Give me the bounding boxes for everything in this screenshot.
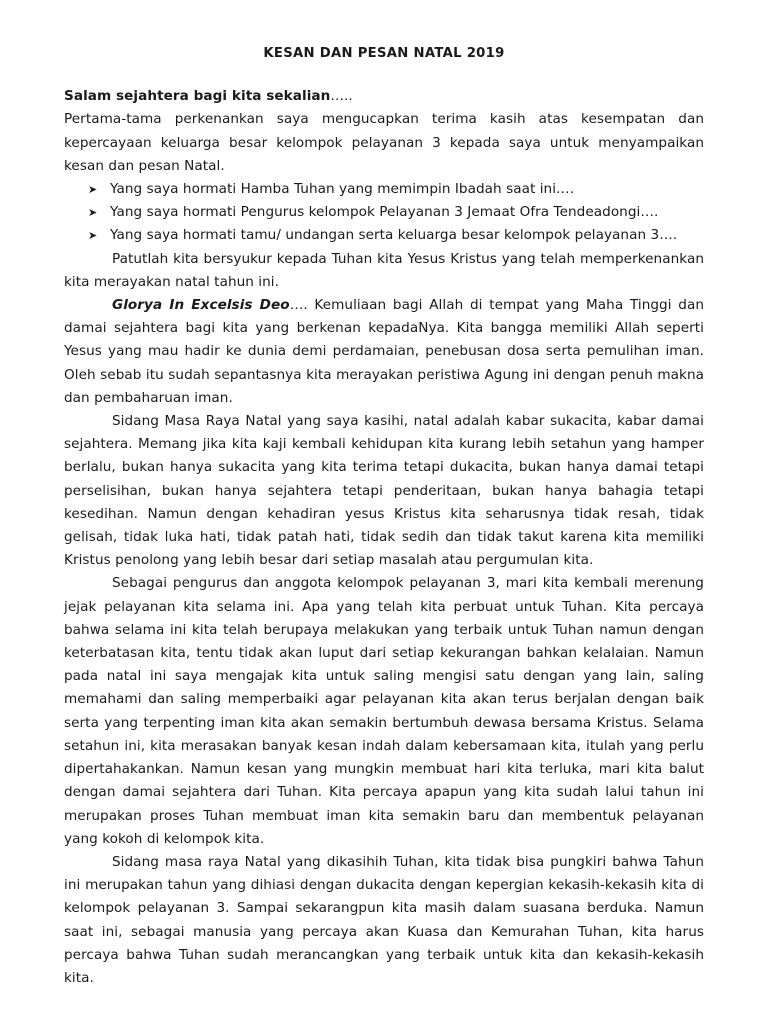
- pengurus-paragraph: Sebagai pengurus dan anggota kelompok pelayanan 3, mari kita kembali merenung jejak pelayanan kita selama ini. Apa yang telah kita perbuat untuk Tuhan. Kita percaya bahwa selama ini kita telah berupaya melakukan yang terbaik untuk Tuhan namun dengan keterbatasan kita, tentu tidak akan luput dari setiap kekurangan bahkan kelalaian. Namun pada natal ini saya mengajak kita untuk saling mengisi satu dengan yang lain, saling memahami dan saling memperbaiki agar pelayanan kita akan terus berjalan dengan baik serta yang terpenting iman kita akan semakin bertumbuh dewasa bersama Kristus. Selama setahun ini, kita merasakan banyak kesan indah dalam kebersamaan kita, itulah yang perlu dipertahakankan. Namun kesan yang mungkin membuat hari kita terluka, mari kita balut dengan damai sejahtera dari Tuhan. Kita percaya apapun yang kita sudah lalui tahun ini merupakan proses Tuhan membuat iman kita semakin baru dan membentuk pelayanan yang kokoh di kelompok kita.: [64, 575, 704, 847]
- list-item: [88, 201, 704, 224]
- glory-phrase: Glorya In Excelsis Deo: [112, 297, 290, 314]
- list-item: [88, 178, 704, 201]
- greeting-line: [64, 85, 704, 108]
- list-item: [88, 224, 704, 247]
- list-item-text: Yang saya hormati Hamba Tuhan yang memimpin Ibadah saat ini….: [110, 181, 575, 198]
- tahun-paragraph: Sidang masa raya Natal yang dikasihih Tuhan, kita tidak bisa pungkiri bahwa Tahun ini merupakan tahun yang dihiasi dengan dukacita dengan kepergian kekasih-kekasih kita di kelompok pelayanan 3. Sampai sekarangpun kita masih dalam suasana berduka. Namun saat ini, sebagai manusia yang percaya akan Kuasa dan Kemurahan Tuhan, kita harus percaya bahwa Tuhan sudah merancangkan yang terbaik untuk kita dan kekasih-kekasih kita.: [64, 853, 704, 986]
- document-page: [64, 36, 704, 990]
- greeting-text: Salam sejahtera bagi kita sekalian: [64, 88, 331, 105]
- arrowhead-bullet-icon: ➤: [88, 206, 98, 220]
- sidang-paragraph: Sidang Masa Raya Natal yang saya kasihi, natal adalah kabar sukacita, kabar damai sejahtera. Memang jika kita kaji kembali kehidupan kita kurang lebih setahun yang hamper berlalu, bukan hanya sukacita yang kita terima tetapi dukacita, bukan hanya damai tetapi perselisihan, bukan hanya sejahtera tetapi penderitaan, bukan hanya bahagia tetapi kesedihan. Namun dengan kehadiran yesus Kristus kita seharusnya tidak resah, tidak gelisah, tidak luka hati, tidak patah hati, tidak sedih dan tidak takut karena kita memiliki Kristus penolong yang lebih besar dari setiap masalah atau pergumulan kita.: [64, 413, 704, 569]
- document-title: KESAN DAN PESAN NATAL 2019: [263, 46, 505, 61]
- list-item-text: Yang saya hormati tamu/ undangan serta keluarga besar kelompok pelayanan 3….: [110, 227, 678, 244]
- glory-body: Kemuliaan bagi Allah di tempat yang Maha Tinggi dan damai sejahtera bagi kita yang berkenan kepadaNya. Kita bangga memiliki Allah seperti Yesus yang mau hadir ke dunia demi perdamaian, penebusan dosa serta pemulihan iman. Oleh sebab itu sudah sepantasnya kita merayakan peristiwa Agung ini dengan penuh makna dan pembaharuan iman.: [64, 297, 704, 406]
- arrowhead-bullet-icon: ➤: [88, 183, 98, 197]
- opening-paragraph: Pertama-tama perkenankan saya mengucapkan terima kasih atas kesempatan dan kepercayaan keluarga besar kelompok pelayanan 3 kepada saya untuk menyampaikan kesan dan pesan Natal.: [64, 111, 704, 174]
- glory-paragraph: [64, 294, 704, 410]
- thanks-paragraph: Patutlah kita bersyukur kepada Tuhan kita Yesus Kristus yang telah memperkenankan kita merayakan natal tahun ini.: [64, 250, 704, 290]
- list-item-text: Yang saya hormati Pengurus kelompok Pelayanan 3 Jemaat Ofra Tendeadongi….: [110, 204, 659, 221]
- salutation-list: [64, 178, 704, 248]
- arrowhead-bullet-icon: ➤: [88, 229, 98, 243]
- glory-dots: ….: [289, 297, 308, 314]
- greeting-dots: …..: [330, 88, 353, 105]
